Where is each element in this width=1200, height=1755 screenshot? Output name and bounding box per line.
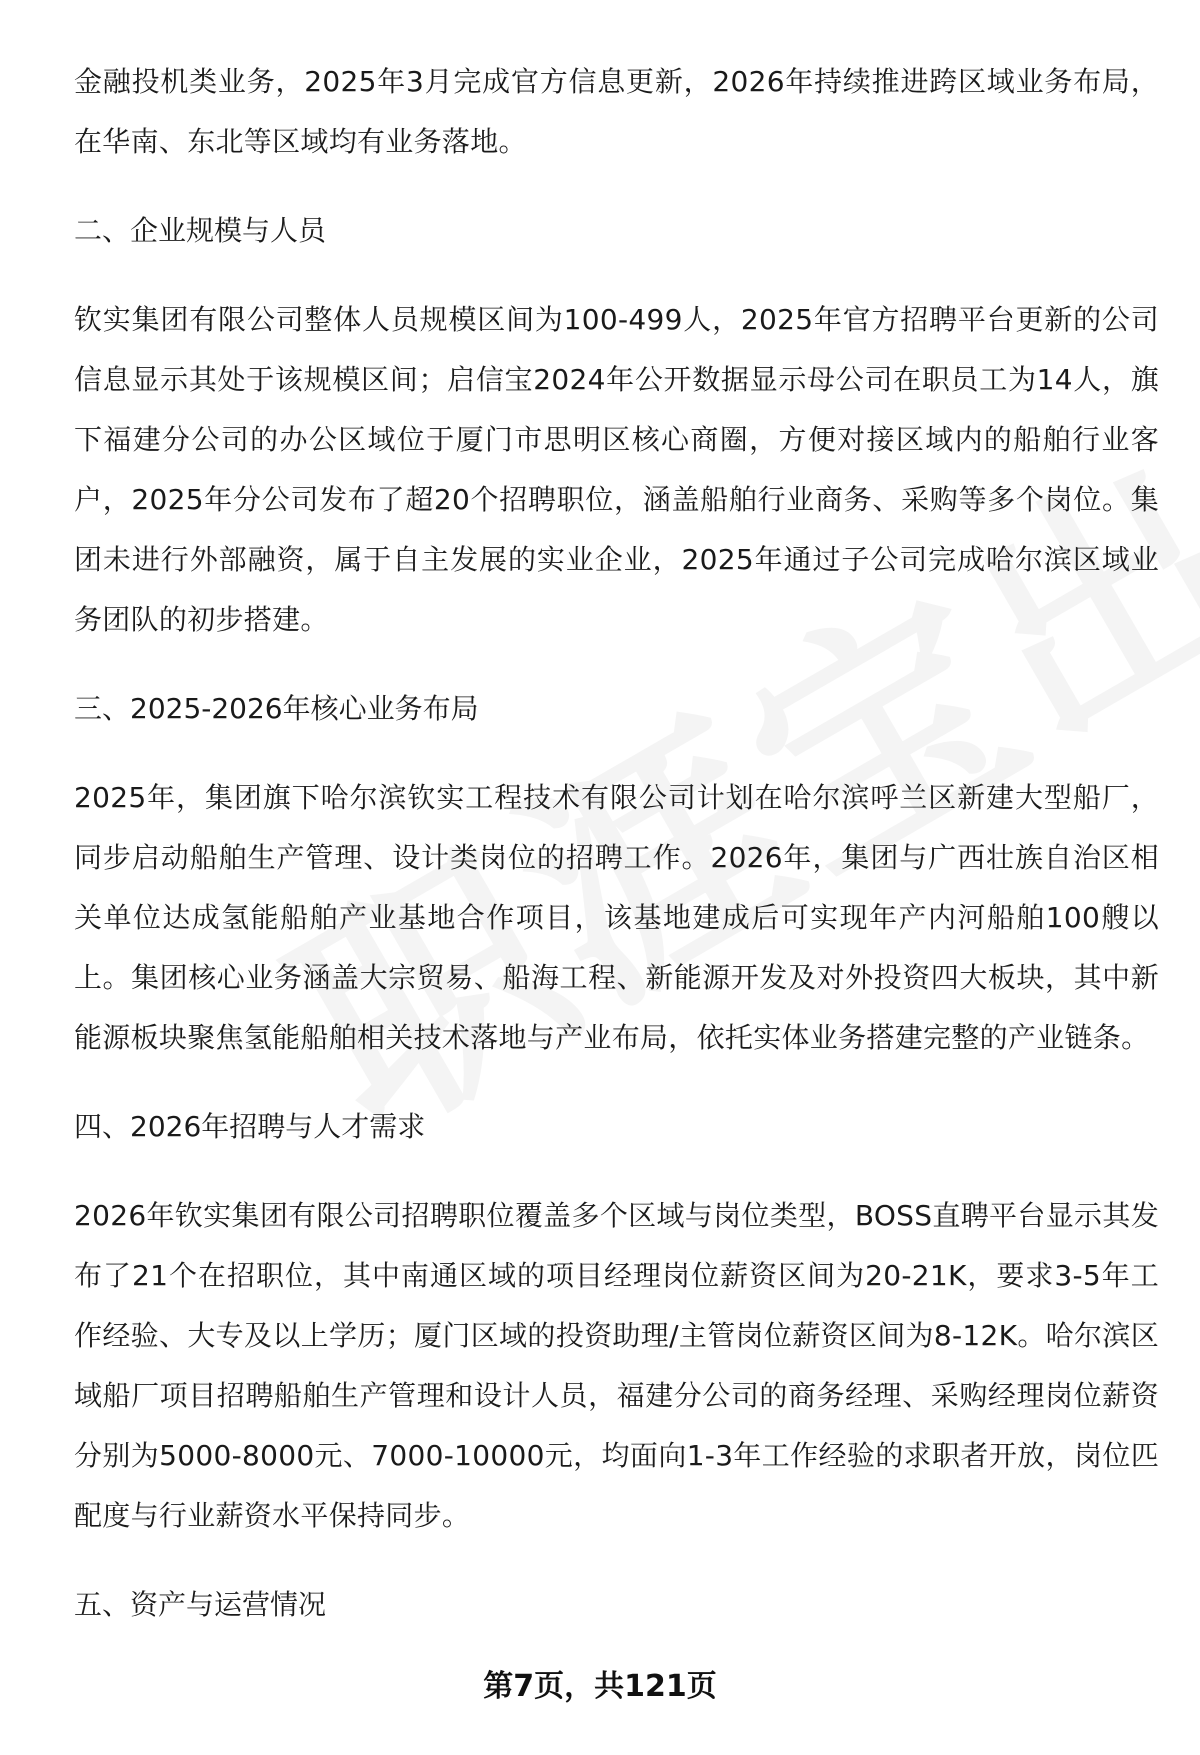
document-body	[74, 52, 1159, 1664]
paragraph-recruitment: 2026年钦实集团有限公司招聘职位覆盖多个区域与岗位类型，BOSS直聘平台显示其发布了21个在招职位，其中南通区域的项目经理岗位薪资区间为20-21K，要求3-5年工作经验、大专及以上学历；厦门区域的投资助理/主管岗位薪资区间为8-12K。哈尔滨区域船厂项目招聘船舶生产管理和设计人员，福建分公司的商务经理、采购经理岗位薪资分别为5000-8000元、7000-10000元，均面向1-3年工作经验的求职者开放，岗位匹配度与行业薪资水平保持同步。	[74, 1199, 1159, 1532]
section-heading-business: 三、2025-2026年核心业务布局	[74, 692, 479, 725]
paragraph-intro-continuation: 金融投机类业务，2025年3月完成官方信息更新，2026年持续推进跨区域业务布局，在华南、东北等区域均有业务落地。	[74, 65, 1159, 158]
page-number: 第7页，共121页	[483, 1669, 717, 1704]
section-heading-recruitment: 四、2026年招聘与人才需求	[74, 1110, 426, 1143]
section-heading-scale: 二、企业规模与人员	[74, 214, 327, 247]
section-heading-assets: 五、资产与运营情况	[74, 1588, 327, 1621]
paragraph-scale: 钦实集团有限公司整体人员规模区间为100-499人，2025年官方招聘平台更新的公司信息显示其处于该规模区间；启信宝2024年公开数据显示母公司在职员工为14人，旗下福建分公司的办公区域位于厦门市思明区核心商圈，方便对接区域内的船舶行业客户，2025年分公司发布了超20个招聘职位，涵盖船舶行业商务、采购等多个岗位。集团未进行外部融资，属于自主发展的实业企业，2025年通过子公司完成哈尔滨区域业务团队的初步搭建。	[74, 303, 1159, 636]
paragraph-business: 2025年，集团旗下哈尔滨钦实工程技术有限公司计划在哈尔滨呼兰区新建大型船厂，同步启动船舶生产管理、设计类岗位的招聘工作。2026年，集团与广西壮族自治区相关单位达成氢能船舶产业基地合作项目，该基地建成后可实现年产内河船舶100艘以上。集团核心业务涵盖大宗贸易、船海工程、新能源开发及对外投资四大板块，其中新能源板块聚焦氢能船舶相关技术落地与产业布局，依托实体业务搭建完整的产业链条。	[74, 781, 1159, 1054]
